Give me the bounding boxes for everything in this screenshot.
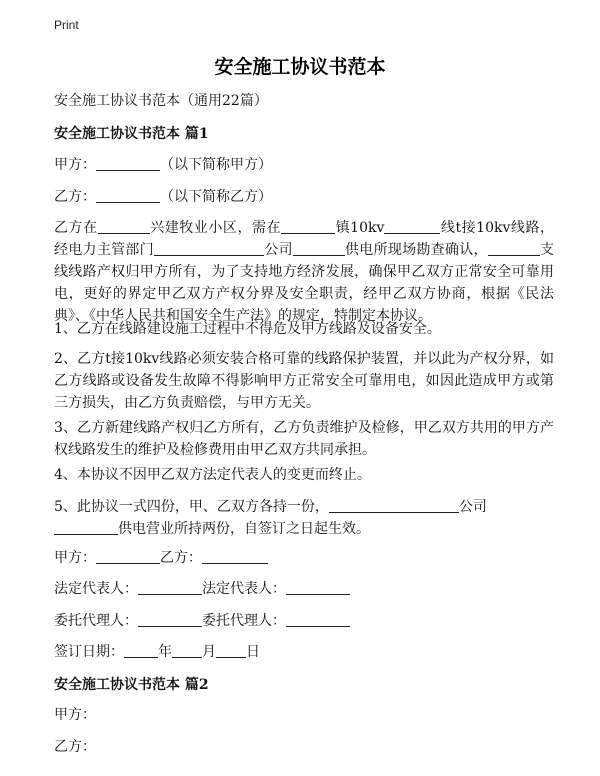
sign-date-label: 签订日期： (54, 644, 124, 660)
agent-b-blank (286, 611, 350, 627)
section2-party-a: 甲方： (54, 707, 96, 723)
sign-party-a-blank (96, 548, 160, 564)
agent-b-label: 委托代理人： (202, 613, 286, 629)
legal-rep-b-label: 法定代表人： (202, 581, 286, 597)
month-blank (172, 642, 202, 658)
legal-rep-b-blank (286, 579, 350, 595)
section2-heading: 安全施工协议书范本 篇2 (54, 677, 209, 693)
month-label: 月 (202, 644, 216, 660)
sign-party-a-label: 甲方： (54, 550, 96, 566)
legal-rep-a-blank (138, 579, 202, 595)
party-a-label: 甲方： (54, 157, 96, 173)
clause-4: 4、本协议不因甲乙双方法定代表人的变更而终止。 (54, 467, 371, 483)
intro-text-3: 镇10kv (335, 220, 385, 236)
blank-branch (488, 240, 540, 256)
party-b-label: 乙方： (54, 189, 96, 205)
clause-3: 3、乙方新建线路产权归乙方所有，乙方负责维护及检修，甲乙双方共用的甲方产权线路发生的维护及检修费用由甲乙双方共同承担。 (54, 420, 554, 458)
blank-line (384, 218, 440, 234)
blank-business-office (54, 519, 118, 535)
year-label: 年 (158, 644, 172, 660)
sign-parties-line (54, 547, 554, 569)
clause-1: 1、乙方在线路建设施工过程中不得危及甲方线路及设备安全。 (54, 321, 441, 337)
section2-party-b: 乙方： (54, 739, 96, 755)
intro-text-7: 支线线路产权归甲方所有，为了支持地方经济发展，确保甲乙双方正常安全可靠用电，更好的界定甲乙双方产权分界及安全职责，经甲乙双方协商，根据《民法典》、《中华人民共和国安全生产法》的规定，特制定本协议。 (54, 242, 555, 324)
legal-rep-line (54, 578, 554, 600)
intro-text-2: 兴建牧业小区，需在 (149, 220, 282, 236)
intro-text-5: 公司 (263, 242, 293, 258)
party-b-note: （以下简称乙方） (160, 189, 272, 205)
blank-town (281, 218, 335, 234)
sign-party-b-blank (202, 548, 268, 564)
print-link[interactable]: Print (54, 18, 79, 32)
blank-company-2 (329, 497, 459, 513)
section1-heading: 安全施工协议书范本 篇1 (54, 126, 209, 142)
intro-text-4: 线t接10kv线路，经电力主管部门 (54, 220, 555, 258)
clause-2: 2、乙方t接10kv线路必须安装合格可靠的线路保护装置，并以此为产权分界，如乙方线路或设备发生故障不得影响甲方正常安全可靠用电，如因此造成甲方或第三方损失，由乙方负责赔偿，与甲方无关。 (54, 351, 554, 411)
blank-company (154, 240, 264, 256)
party-b-line (54, 186, 554, 208)
intro-paragraph (54, 217, 554, 327)
agent-line (54, 610, 554, 632)
clause-5-text-2: 公司 (458, 499, 487, 515)
document-subtitle: 安全施工协议书范本（通用22篇） (54, 93, 268, 109)
clause-5-text-1: 5、此协议一式四份，甲、乙双方各持一份， (54, 499, 329, 515)
party-a-blank (96, 155, 160, 171)
sign-party-b-label: 乙方： (160, 550, 202, 566)
agent-a-blank (138, 611, 202, 627)
agent-a-label: 委托代理人： (54, 613, 138, 629)
document-title: 安全施工协议书范本 (214, 56, 386, 78)
party-a-note: （以下简称甲方） (160, 157, 272, 173)
sign-date-line (54, 641, 554, 663)
day-blank (216, 642, 246, 658)
intro-text-6: 供电所现场勘查确认， (344, 242, 488, 258)
legal-rep-a-label: 法定代表人： (54, 581, 138, 597)
clause-5 (54, 496, 554, 540)
clause-5-text-3: 供电营业所持两份，自签订之日起生效。 (118, 521, 370, 537)
blank-location (98, 218, 150, 234)
year-blank (124, 642, 158, 658)
party-b-blank (96, 187, 160, 203)
intro-text-1: 乙方在 (54, 220, 98, 236)
blank-station (293, 240, 345, 256)
day-label: 日 (246, 644, 260, 660)
party-a-line (54, 154, 554, 176)
